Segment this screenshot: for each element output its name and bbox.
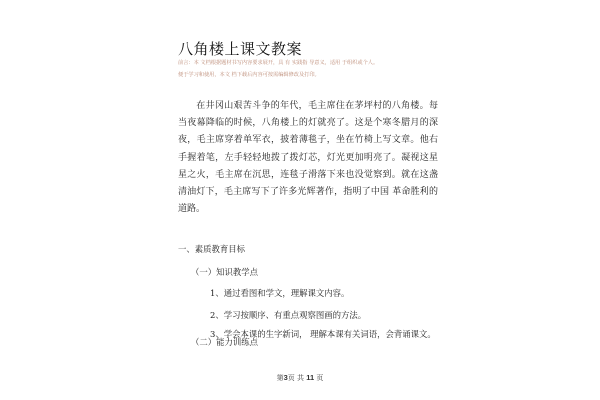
section-heading-goals: 一、素质教育目标 [178, 244, 245, 254]
subheading-ability: （二）能力训练点 [191, 337, 258, 347]
list-item-2: 2、学习按顺序、有重点观察图画的方法。 [210, 310, 367, 320]
intro-paragraph-text: 在井冈山艰苦斗争的年代，毛主席住在茅坪村的八角楼。每当夜幕降临的时候，八角楼上的灯就亮了。这是个寒冬腊月的深夜，毛主席穿着单军衣，披着薄毯子，坐在竹椅上写文章。他右手握着笔，左手轻轻地拨了拨灯芯，灯光更加明亮了。凝视这星星之火，毛主席在沉思，连毯子滑落下来也没觉察到。就在这盏清油灯下，毛主席写下了许多光辉著作，指明了中国 革命胜利的道路。 [178, 101, 438, 215]
footer-suffix: 页 [316, 374, 324, 382]
list-item-1: 1、通过看图和学文，理解课文内容。 [210, 288, 350, 298]
subheading-knowledge: （一）知识教学点 [191, 267, 258, 277]
footer-prefix: 第 [276, 374, 284, 382]
footer-total-pages: 11 [306, 373, 315, 382]
footer-page-number: 3 [283, 373, 288, 382]
preface-note-line-1: 前言：本 文档根据题材书写内容要求展开，具 有 实践指 导意义，适用 于组织或个人。 [178, 60, 379, 66]
list-item-3: 3、学会本课的生字新词， 理解本课有关词语，会背诵课文。 [210, 329, 436, 339]
page-footer [0, 373, 600, 383]
document-title: 八角楼上课文教案 [178, 40, 303, 58]
intro-paragraph [178, 98, 438, 218]
footer-middle: 页 共 [287, 374, 304, 382]
preface-note-line-2: 便于学习和使用，本文 档下载后内容可按需编辑修改及打印。 [178, 72, 320, 78]
